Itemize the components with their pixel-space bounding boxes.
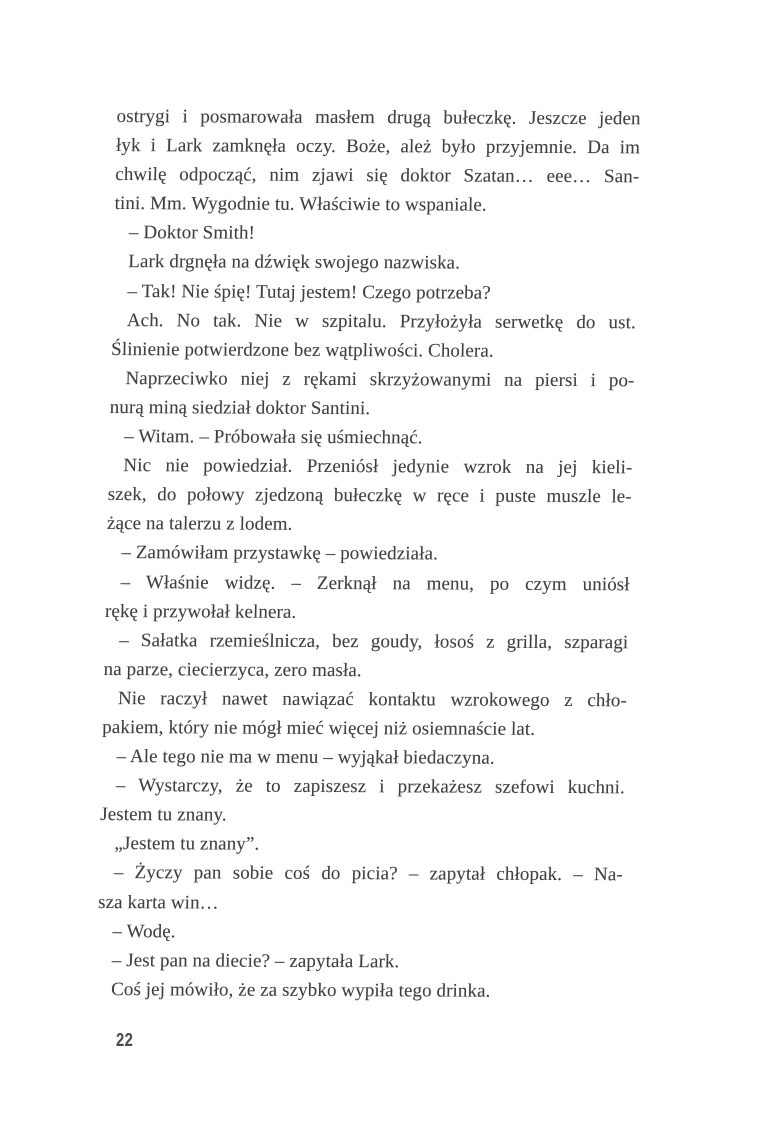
body-text (96, 102, 641, 1006)
text-line: Ślinienie potwierdzone bez wątpliwości. Cholera. (110, 338, 495, 362)
text-line: Nic nie powiedział. Przeniósł jedynie wzrok na jej kieli- (123, 455, 633, 479)
text-line: – Witam. – Próbowała się uśmiechnąć. (123, 426, 423, 449)
text-line: Lark drgnęła na dźwięk swojego nazwiska. (127, 251, 461, 274)
text-line: – Ale tego nie ma w menu – wyjąkał biedaczyna. (116, 746, 495, 769)
text-line: Nie raczył nawet nawiązać kontaktu wzrokowego z chło- (117, 687, 628, 712)
page-number: 22 (116, 1030, 134, 1050)
text-line: Coś jej mówiło, że za szybko wypiła tego drinka. (110, 978, 491, 1002)
text-line: na parze, ciecierzyca, zero masła. (103, 658, 363, 681)
text-line: Jestem tu znany. (99, 804, 227, 826)
text-line: łyk i Lark zamknęła oczy. Boże, ależ było przyjemnie. Da im (115, 135, 641, 159)
text-line: chwilę odpocząć, nim zjawi się doktor Szatan… eee… San- (115, 164, 640, 188)
text-line: – Zamówiłam przystawkę – powiedziała. (121, 542, 439, 565)
text-line: – Jest pan na diecie? – zapytała Lark. (111, 949, 400, 973)
text-line: żące na talerzu z lodem. (106, 513, 293, 536)
text-line: rękę i przywołał kelnera. (104, 600, 297, 623)
text-line: – Życzy pan sobie coś do picia? – zapytał chłopak. – Na- (113, 862, 624, 886)
text-line: nurą miną siedział doktor Santini. (109, 396, 371, 420)
text-line: – Wystarczy, że to zapiszesz i przekażesz szefowi kuchni. (115, 775, 626, 799)
text-line: – Doktor Smith! (128, 222, 256, 244)
text-line: – Sałatka rzemieślnicza, bez goudy, łosoś z grilla, szparagi (119, 629, 629, 653)
text-line: – Wodę. (112, 920, 176, 942)
text-line: ostrygi i posmarowała masłem drugą bułeczkę. Jeszcze jeden (116, 106, 641, 130)
text-line: Ach. No tak. Nie w szpitalu. Przyłożyła serwetkę do ust. (126, 309, 637, 333)
text-line: „Jestem tu znany”. (114, 833, 260, 856)
text-line: tini. Mm. Wygodnie tu. Właściwie to wspaniale. (114, 193, 487, 216)
text-line: szek, do połowy zjedzoną bułeczkę w ręce i puste muszle le- (107, 484, 632, 508)
text-line: – Tak! Nie śpię! Tutaj jestem! Czego potrzeba? (127, 280, 492, 304)
text-line: Naprzeciwko niej z rękami skrzyżowanymi na piersi i po- (125, 367, 635, 392)
text-line: pakiem, który nie mógł mieć więcej niż osiemnaście lat. (102, 716, 536, 740)
text-line: – Właśnie widzę. – Zerknął na menu, po czym uniósł (120, 571, 630, 595)
text-line: sza karta win… (97, 891, 220, 914)
